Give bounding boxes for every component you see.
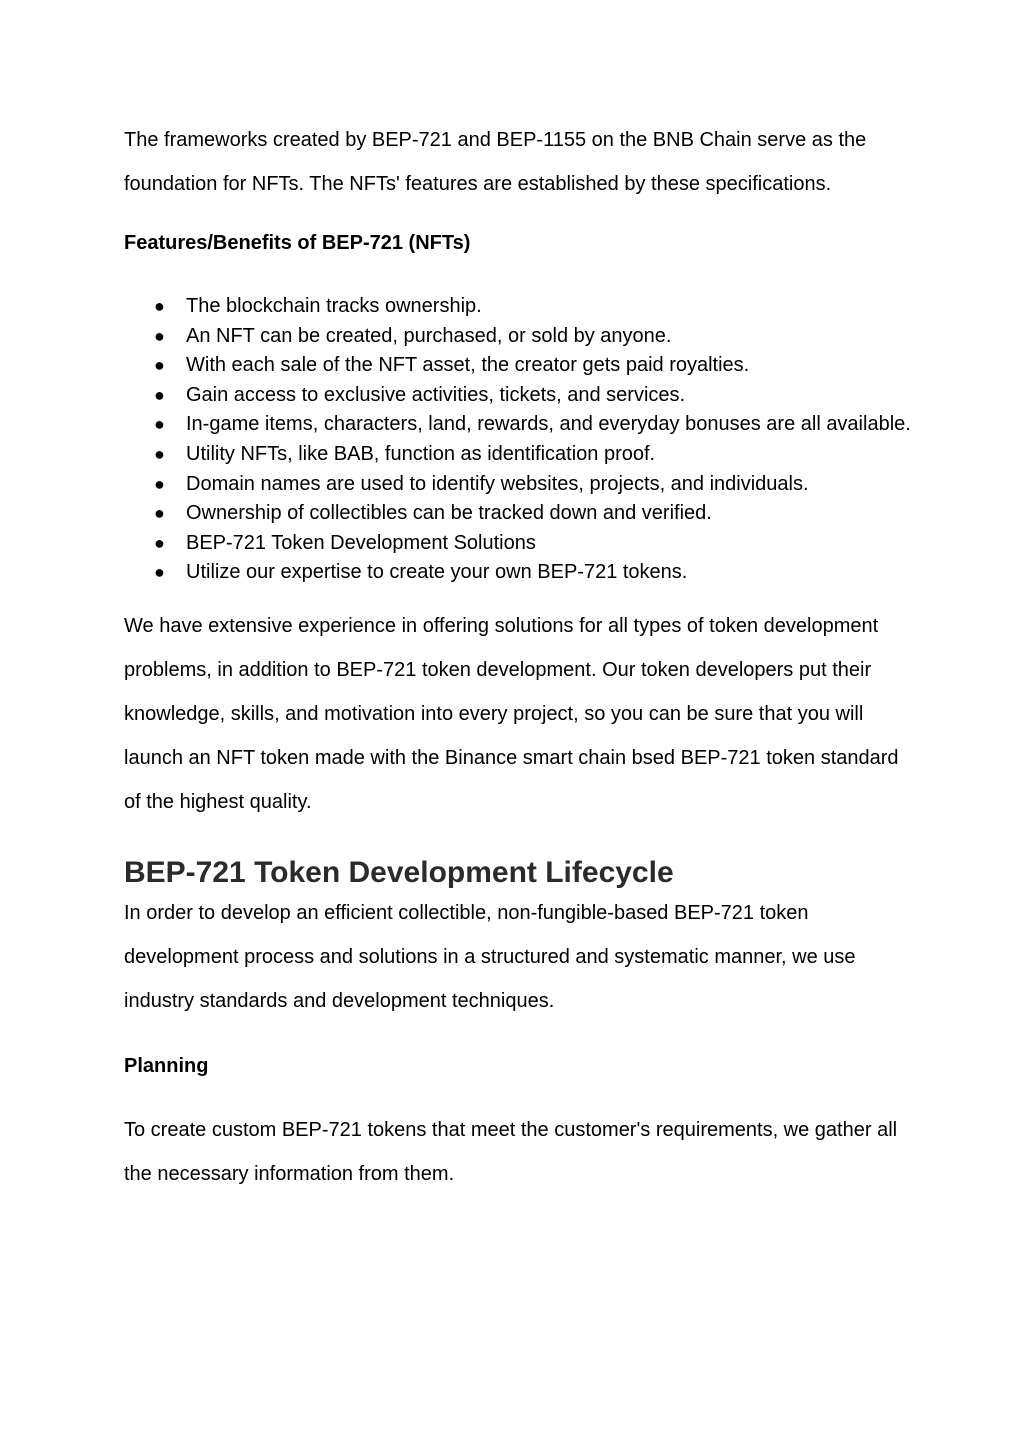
planning-paragraph: To create custom BEP-721 tokens that meet the customer's requirements, we gather all the necessary information from them. [124, 1118, 898, 1185]
bullet-icon: ● [154, 296, 165, 316]
lifecycle-paragraph: In order to develop an efficient collectible, non-fungible-based BEP-721 token development process and solutions in a structured and systematic manner, we use industry standards and development techniques. [124, 901, 856, 1012]
bullet-icon: ● [154, 562, 165, 583]
list-item: ● Ownership of collectibles can be tracked down and verified. [124, 499, 914, 529]
bullet-icon: ● [154, 355, 165, 376]
list-item: ● With each sale of the NFT asset, the creator gets paid royalties. [124, 351, 914, 381]
list-item: ● In-game items, characters, land, rewards, and everyday bonuses are all available. [124, 410, 914, 440]
experience-paragraph: We have extensive experience in offering solutions for all types of token development problems, in addition to BEP-721 token development. Our token developers put their knowledge, skills, and motivation into every project, so you can be sure that you will launch an NFT token made with the Binance smart chain bsed BEP-721 token standard of the highest quality. [124, 614, 899, 813]
bullet-icon: ● [154, 443, 165, 464]
bullet-icon: ● [154, 473, 165, 494]
planning-heading: Planning [124, 1054, 209, 1077]
list-item: ● Gain access to exclusive activities, tickets, and services. [124, 381, 914, 411]
bullet-icon: ● [154, 384, 165, 405]
list-item: ● Utilize our expertise to create your own BEP-721 tokens. [124, 558, 914, 588]
list-item: ● Utility NFTs, like BAB, function as identification proof. [124, 440, 914, 470]
bullet-icon: ● [154, 503, 165, 524]
lifecycle-heading: BEP-721 Token Development Lifecycle [124, 855, 674, 889]
list-item: ● The blockchain tracks ownership. [124, 292, 914, 322]
features-heading: Features/Benefits of BEP-721 (NFTs) [124, 232, 471, 254]
list-item: ● An NFT can be created, purchased, or sold by anyone. [124, 322, 914, 352]
list-item: ● BEP-721 Token Development Solutions [124, 529, 914, 559]
bullet-icon: ● [154, 325, 165, 346]
features-list [124, 292, 914, 588]
list-item: ● Domain names are used to identify websites, projects, and individuals. [124, 470, 914, 500]
intro-paragraph: The frameworks created by BEP-721 and BEP-1155 on the BNB Chain serve as the foundation for NFTs. The NFTs' features are established by these specifications. [124, 129, 867, 195]
bullet-icon: ● [154, 414, 165, 435]
document-page [124, 118, 914, 1196]
bullet-icon: ● [154, 532, 165, 553]
